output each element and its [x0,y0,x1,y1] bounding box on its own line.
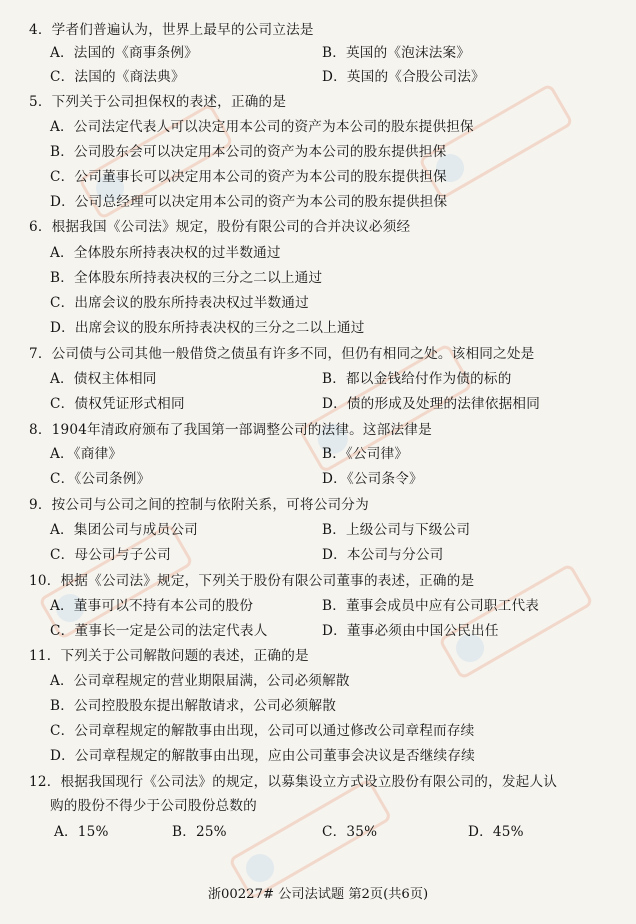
question-11-option-c: C．公司章程规定的解散事由出现，公司可以通过修改公司章程而存续 [50,723,475,739]
question-11-option-d: D．公司章程规定的解散事由出现，应由公司董事会决议是否继续存续 [50,748,475,764]
question-10-option-a: A．董事可以不持有本公司的股份 [50,598,254,614]
question-4-stem: 4．学者们普遍认为，世界上最早的公司立法是 [29,22,314,38]
question-12-option-a: A．15% [54,824,109,840]
question-10-option-b: B．董事会成员中应有公司职工代表 [322,598,540,614]
question-12-option-b: B．25% [172,824,227,840]
page-footer: 浙00227# 公司法试题 第2页(共6页) [207,887,429,902]
question-7-stem: 7．公司债与公司其他一般借贷之债虽有许多不同，但仍有相同之处。该相同之处是 [29,346,535,362]
question-4-option-a: A．法国的《商事条例》 [50,45,198,61]
question-9-option-c: C．母公司与子公司 [50,547,171,563]
question-10-option-d: D．董事必须由中国公民出任 [322,623,499,639]
question-9-stem: 9．按公司与公司之间的控制与依附关系，可将公司分为 [29,497,369,513]
question-4-option-c: C．法国的《商法典》 [50,69,185,85]
question-8-option-b: B．《公司律》 [322,446,409,462]
question-11-stem: 11．下列关于公司解散问题的表述，正确的是 [29,648,309,664]
question-12-stem: 12．根据我国现行《公司法》的规定，以募集设立方式设立股份有限公司的，发起人认 [29,774,558,790]
question-4-option-b: B．英国的《泡沫法案》 [322,45,471,61]
question-12-option-d: D．45% [468,824,524,840]
question-7-option-d: D．债的形成及处理的法律依据相同 [322,396,541,412]
question-10-option-c: C．董事长一定是公司的法定代表人 [50,623,268,639]
question-5-option-a: A．公司法定代表人可以决定用本公司的资产为本公司的股东提供担保 [50,119,474,135]
question-9-option-d: D．本公司与分公司 [322,547,444,563]
question-7-option-c: C．债权凭证形式相同 [50,396,185,412]
question-6-option-c: C．出席会议的股东所持表决权过半数通过 [50,295,309,311]
question-12-stem-continued: 购的股份不得少于公司股份总数的 [50,798,257,814]
question-8-option-d: D．《公司条令》 [322,471,423,487]
question-6-option-a: A．全体股东所持表决权的过半数通过 [50,245,281,261]
question-6-stem: 6．根据我国《公司法》规定，股份有限公司的合并决议必须经 [29,219,411,235]
question-11-option-b: B．公司控股股东提出解散请求，公司必须解散 [50,698,337,714]
question-6-option-d: D．出席会议的股东所持表决权的三分之二以上通过 [50,320,365,336]
question-8-option-c: C．《公司条例》 [50,471,151,487]
question-11-option-a: A．公司章程规定的营业期限届满，公司必须解散 [50,673,350,689]
question-10-stem: 10．根据《公司法》规定，下列关于股份有限公司董事的表述，正确的是 [29,573,475,589]
question-7-option-b: B．都以金钱给付作为债的标的 [322,371,512,387]
question-12-option-c: C．35% [322,824,378,840]
question-5-option-c: C．公司董事长可以决定用本公司的资产为本公司的股东提供担保 [50,169,447,185]
question-9-option-a: A．集团公司与成员公司 [50,522,198,538]
question-4-option-d: D．英国的《合股公司法》 [322,69,485,85]
question-5-option-b: B．公司股东会可以决定用本公司的资产为本公司的股东提供担保 [50,144,447,160]
question-5-stem: 5．下列关于公司担保权的表述，正确的是 [29,94,287,110]
question-9-option-b: B．上级公司与下级公司 [322,522,471,538]
question-5-option-d: D．公司总经理可以决定用本公司的资产为本公司的股东提供担保 [50,194,448,210]
question-7-option-a: A．债权主体相同 [50,371,157,387]
question-8-option-a: A．《商律》 [50,446,123,462]
question-6-option-b: B．全体股东所持表决权的三分之二以上通过 [50,270,323,286]
question-8-stem: 8．1904年清政府颁布了我国第一部调整公司的法律。这部法律是 [29,422,432,438]
